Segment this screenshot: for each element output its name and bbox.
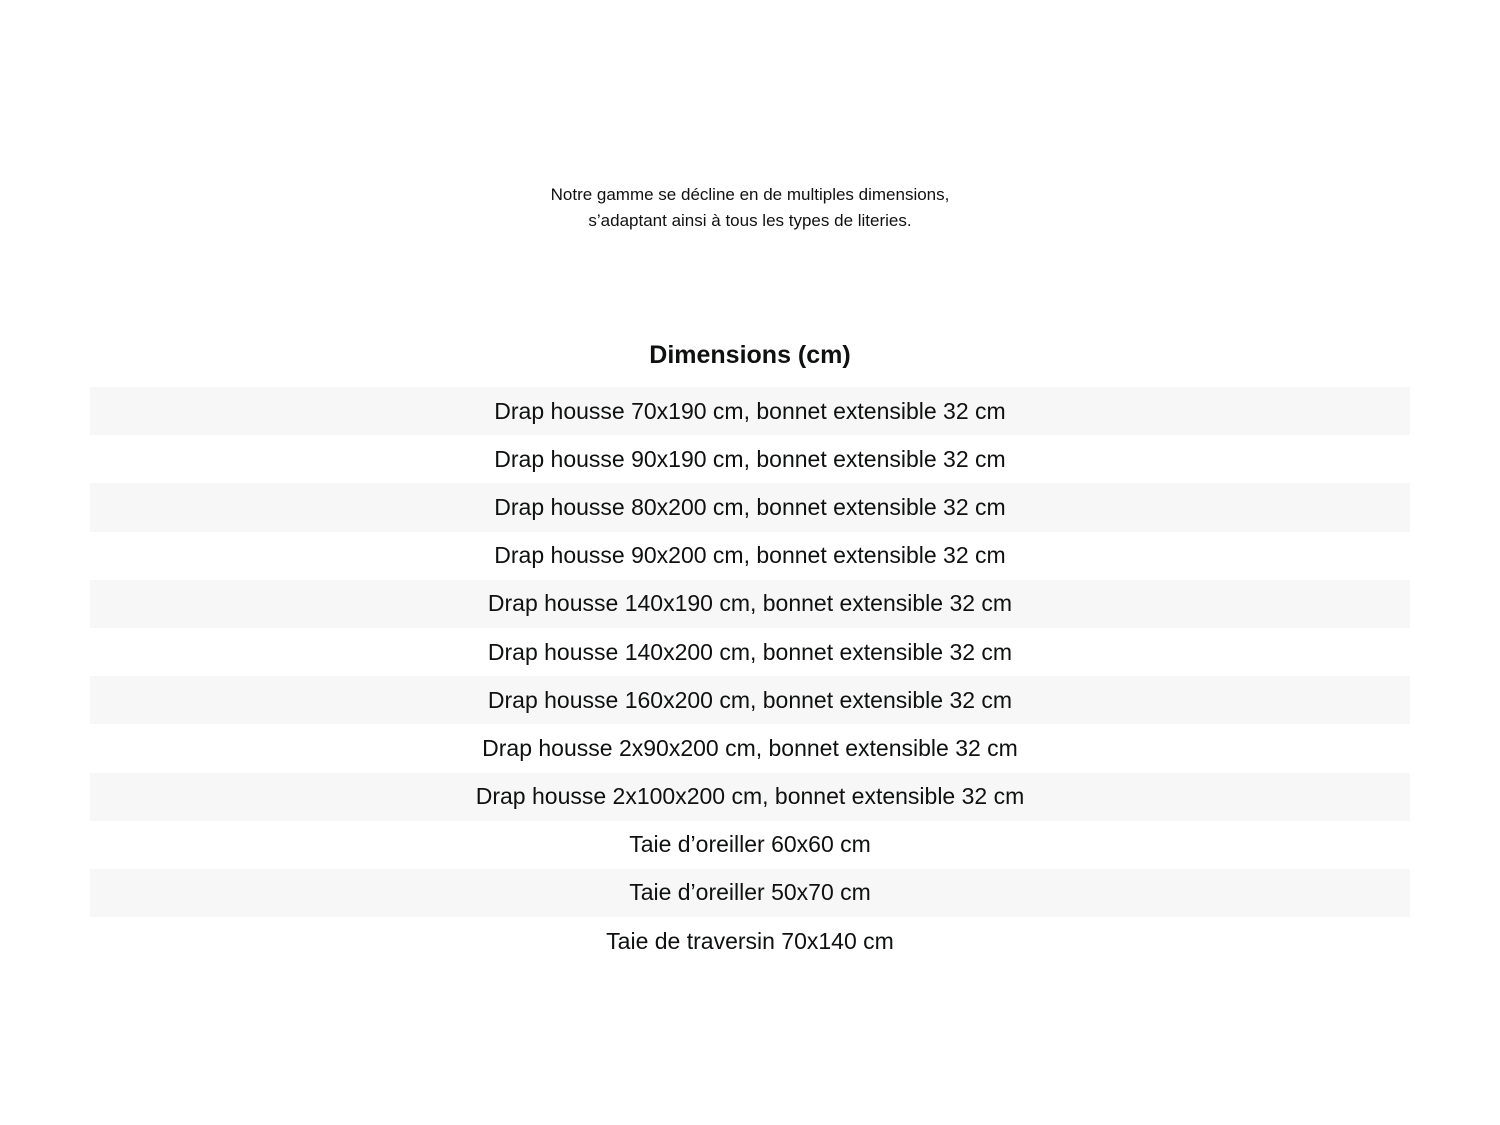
table-row: Drap housse 70x190 cm, bonnet extensible 32 cm [90,387,1410,435]
table-row: Taie d’oreiller 50x70 cm [90,869,1410,917]
table-row: Drap housse 80x200 cm, bonnet extensible 32 cm [90,483,1410,531]
table-row: Drap housse 140x200 cm, bonnet extensible 32 cm [487,638,1013,665]
table-row: Drap housse 2x100x200 cm, bonnet extensible 32 cm [90,773,1410,821]
intro-text [0,0,1500,234]
table-row: Drap housse 140x190 cm, bonnet extensible 32 cm [90,580,1410,628]
table-row: Taie de traversin 70x140 cm [606,927,894,954]
table-row: Drap housse 2x90x200 cm, bonnet extensible 32 cm [482,734,1018,761]
intro-line-1: Notre gamme se décline en de multiples dimensions, [550,185,950,204]
dimensions-table [0,387,1500,965]
dimensions-table-title: Dimensions (cm) [649,341,851,369]
table-row: Taie d’oreiller 60x60 cm [629,831,871,858]
table-row: Drap housse 90x200 cm, bonnet extensible 32 cm [494,542,1006,569]
table-row: Drap housse 90x190 cm, bonnet extensible 32 cm [494,445,1006,472]
intro-line-2: s’adaptant ainsi à tous les types de literies. [588,211,912,230]
table-row: Drap housse 160x200 cm, bonnet extensible 32 cm [90,676,1410,724]
